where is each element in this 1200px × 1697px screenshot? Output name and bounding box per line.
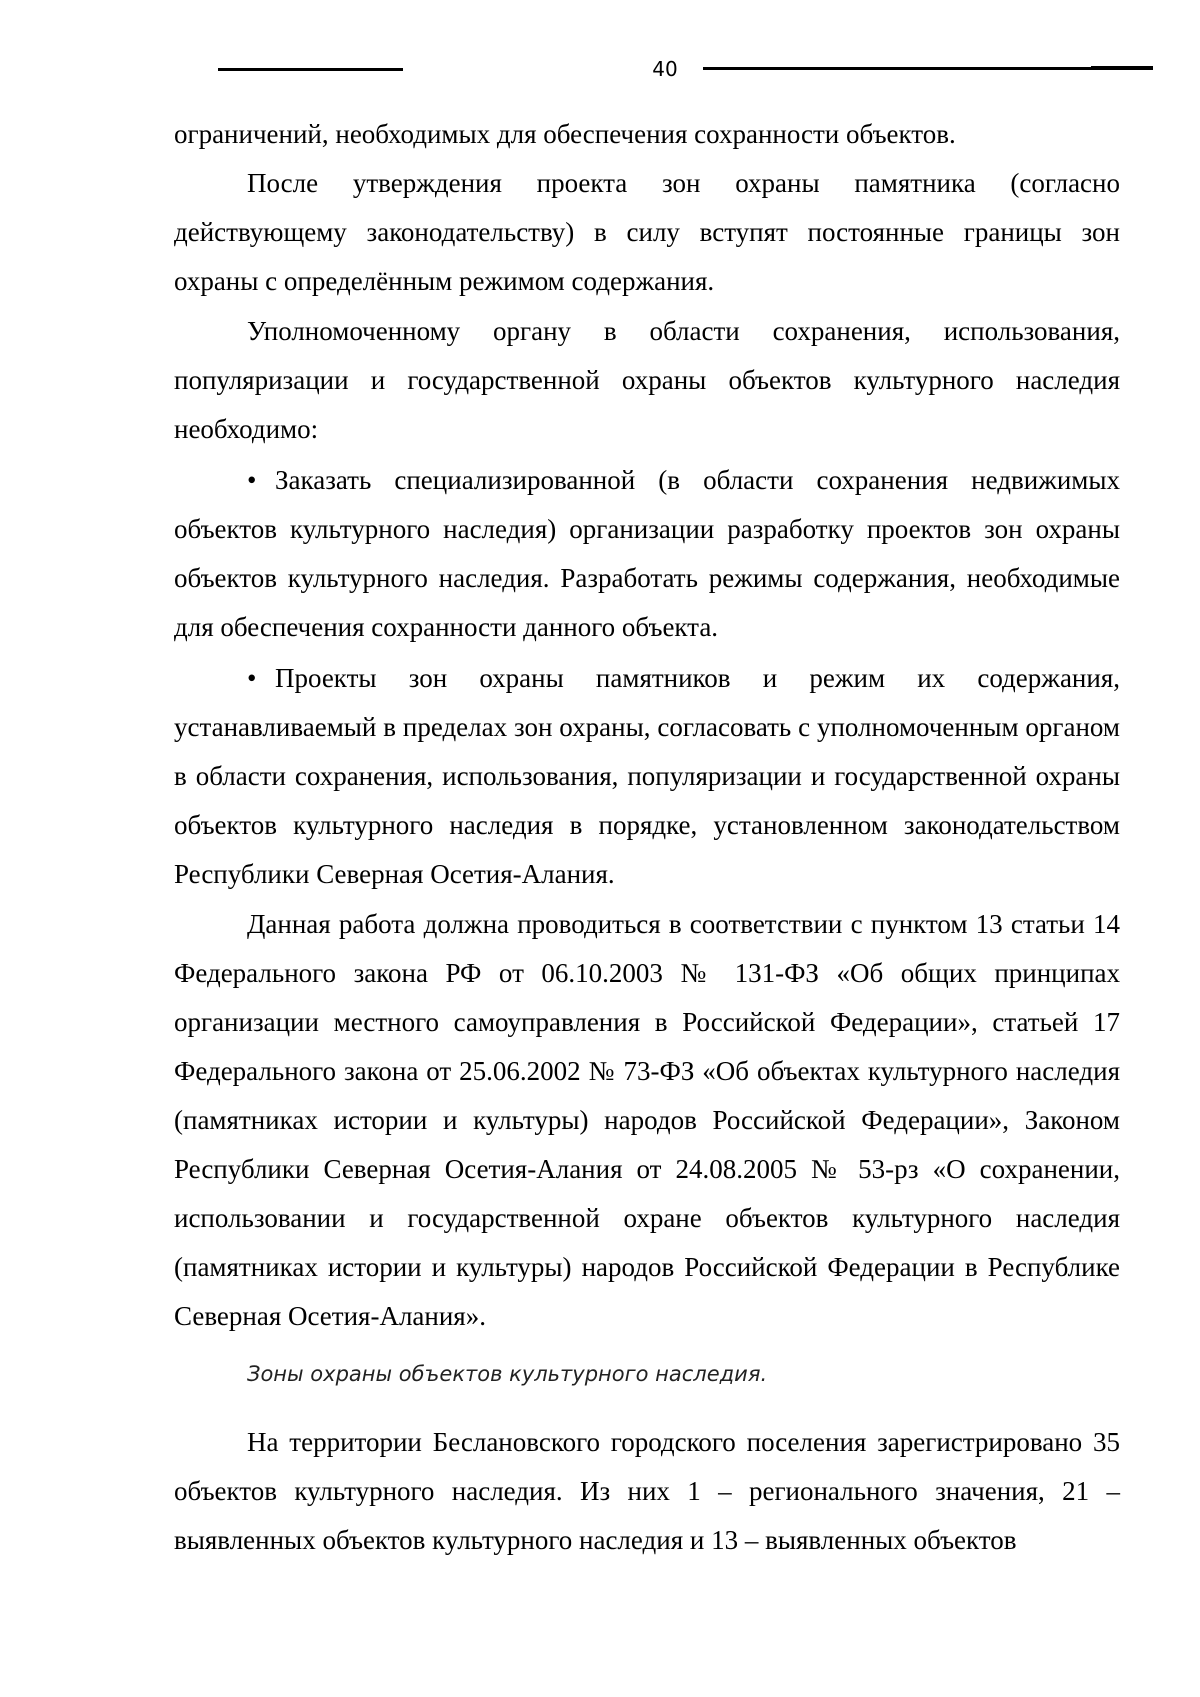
paragraph-zones-approval: После утверждения проекта зон охраны памятника (согласно действующему законодательству) в силу вступят постоянные границы зон охраны с определённым режимом содержания. xyxy=(174,168,1120,296)
page-number: 40 xyxy=(652,57,678,81)
header-rule-left xyxy=(218,68,403,71)
bullet-item-text: Заказать специализированной (в области сохранения недвижимых объектов культурного наследия) организации разработку проектов зон охраны объектов культурного наследия. Разработать режимы содержания, необходимые для обеспечения сохранности данного объекта. xyxy=(174,465,1120,642)
header-rule-right xyxy=(703,67,1153,70)
paragraph-registered-objects: На территории Беслановского городского поселения зарегистрировано 35 объектов культурного наследия. Из них 1 – регионального значения, 21 – выявленных объектов культурного наследия и 13 – выявленных объектов xyxy=(174,1427,1120,1555)
paragraph-continuation: ограничений, необходимых для обеспечения сохранности объектов. xyxy=(174,119,956,149)
bullet-icon: • xyxy=(247,663,257,693)
bullet-icon: • xyxy=(247,465,257,495)
paragraph-authority-needs: Уполномоченному органу в области сохранения, использования, популяризации и государственной охраны объектов культурного наследия необходимо: xyxy=(174,316,1120,444)
bullet-item-order-projects xyxy=(174,456,1120,652)
bullet-item-text: Проекты зон охраны памятников и режим их содержания, устанавливаемый в пределах зон охраны, согласовать с уполномоченным органом в области сохранения, использования, популяризации и государственной охраны объектов культурного наследия в порядке, установленном законодательством Республики Северная Осетия-Алания. xyxy=(174,663,1120,889)
section-heading: Зоны охраны объектов культурного наследия. xyxy=(247,1362,768,1386)
bullet-item-agree-projects xyxy=(174,654,1120,899)
paragraph-legal-basis: Данная работа должна проводиться в соответствии с пунктом 13 статьи 14 Федерального закона РФ от 06.10.2003 № 131-ФЗ «Об общих принципах организации местного самоуправления в Российской Федерации», статьей 17 Федерального закона от 25.06.2002 № 73-ФЗ «Об объектах культурного наследия (памятниках истории и культуры) народов Российской Федерации», Законом Республики Северная Осетия-Алания от 24.08.2005 № 53-рз «О сохранении, использовании и государственной охране объектов культурного наследия (памятниках истории и культуры) народов Российской Федерации в Республике Северная Осетия-Алания». xyxy=(174,909,1120,1331)
